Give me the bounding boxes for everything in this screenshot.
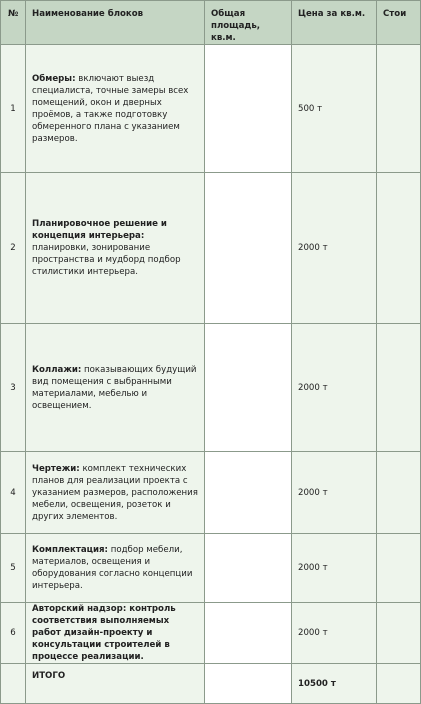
table-row <box>1 534 421 603</box>
row-description <box>26 324 205 452</box>
row-desc-text: планировки, зонирование пространства и мудборд подбор стилистики интерьера. <box>32 243 181 277</box>
row-title: Комплектация: <box>32 545 108 555</box>
row-description <box>26 452 205 534</box>
row-number: 3 <box>1 324 26 452</box>
row-price: 2000 т <box>292 324 377 452</box>
row-title: Обмеры: <box>32 73 76 84</box>
table-row <box>1 45 421 173</box>
row-desc-text: показывающих будущий вид помещения с выбранными материалами, мебелью и освещением. <box>32 364 197 411</box>
row-cost <box>377 603 421 664</box>
row-cost <box>377 324 421 452</box>
row-desc-text: подбор мебели, материалов, освещения и оборудования согласно концепции интерьера. <box>32 545 193 591</box>
total-cost <box>377 664 421 704</box>
row-number: 1 <box>1 45 26 173</box>
table-row <box>1 452 421 534</box>
row-area <box>205 534 292 603</box>
row-cost <box>377 45 421 173</box>
row-description <box>26 603 205 664</box>
row-price: 2000 т <box>292 173 377 324</box>
header-price-per-sqm: Цена за кв.м. <box>292 1 377 45</box>
row-area <box>205 324 292 452</box>
row-price: 2000 т <box>292 452 377 534</box>
row-description <box>26 45 205 173</box>
total-area <box>205 664 292 704</box>
row-cost <box>377 173 421 324</box>
row-area <box>205 603 292 664</box>
row-title: Планировочное решение и концепция интерьера: <box>32 219 167 241</box>
row-description <box>26 173 205 324</box>
total-price: 10500 т <box>292 664 377 704</box>
row-number: 2 <box>1 173 26 324</box>
table-row <box>1 324 421 452</box>
table-row <box>1 173 421 324</box>
row-title: Авторский надзор: контроль соответствия выполняемых работ дизайн-проекту и консультации строителей в процессе реализации. <box>32 604 176 662</box>
row-title: Чертежи: <box>32 463 80 474</box>
row-desc-text: включают выезд специалиста, точные замеры всех помещений, окон и дверных проёмов, а также подготовку обмеренного плана с указанием размеров. <box>32 73 189 144</box>
header-total-area: Общая площадь, кв.м. <box>205 1 292 45</box>
row-title: Коллажи: <box>32 364 82 375</box>
row-area <box>205 452 292 534</box>
header-cost: Стои <box>377 1 421 45</box>
table-row <box>1 603 421 664</box>
row-price: 500 т <box>292 45 377 173</box>
row-number: 6 <box>1 603 26 664</box>
row-description <box>26 534 205 603</box>
row-area <box>205 173 292 324</box>
row-price: 2000 т <box>292 534 377 603</box>
total-label: ИТОГО <box>26 664 205 704</box>
header-number: № <box>1 1 26 45</box>
row-number: 5 <box>1 534 26 603</box>
row-number: 4 <box>1 452 26 534</box>
header-block-name: Наименование блоков <box>26 1 205 45</box>
row-price: 2000 т <box>292 603 377 664</box>
row-area <box>205 45 292 173</box>
row-cost <box>377 534 421 603</box>
row-cost <box>377 452 421 534</box>
table-total-row <box>1 664 421 704</box>
row-desc-text: комплект технических планов для реализации проекта с указанием размеров, расположения мебели, освещения, розеток и других элементов. <box>32 463 198 522</box>
total-number <box>1 664 26 704</box>
table-header-row <box>1 1 421 45</box>
